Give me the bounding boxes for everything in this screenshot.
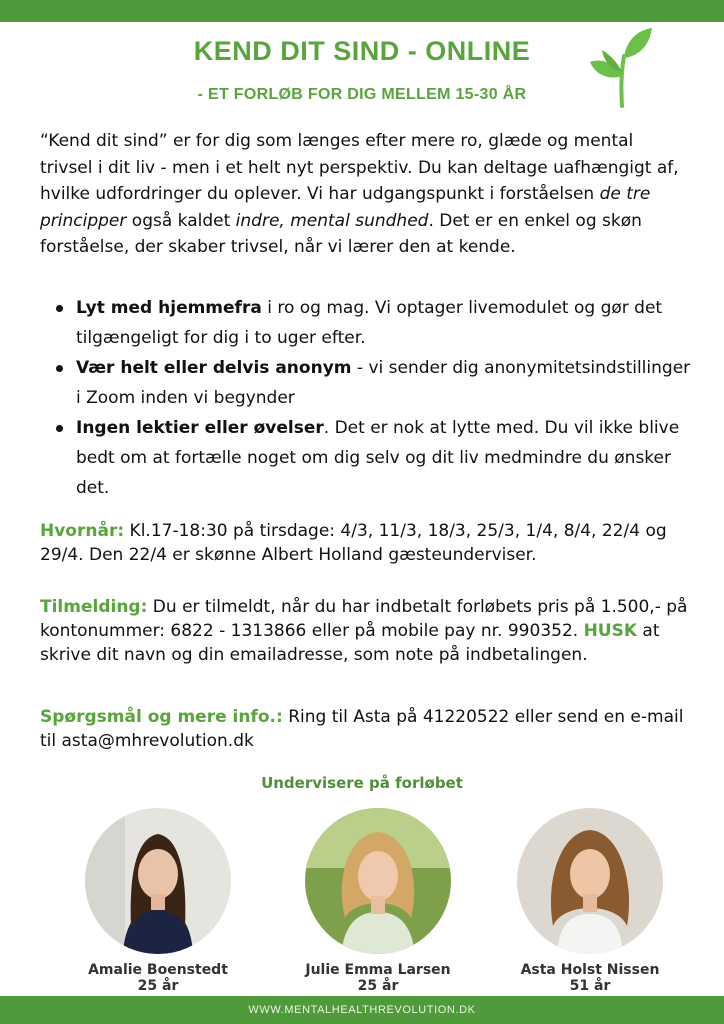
teacher-age: 51 år: [569, 978, 611, 994]
top-bar: [0, 0, 724, 22]
when-label: Hvornår:: [40, 521, 125, 541]
bullet-bold: Lyt med hjemmefra: [76, 298, 262, 318]
intro-text-1: “Kend dit sind” er for dig som længes efter mere ro, glæde og mental trivsel i dit liv - men i et helt nyt perspektiv. Du kan deltage uafhængigt af, hvilke udfordringer du oplever. Vi har udgangspunkt i forståelsen: [40, 131, 679, 204]
bullet-bold: Vær helt eller delvis anonym: [76, 358, 352, 378]
intro-text-3: . Det er en enkel og skøn forståelse, der skaber trivsel, når vi lærer den at kende.: [40, 210, 642, 257]
intro-italic-1: de tre principper: [40, 184, 651, 231]
signup-label: Tilmelding:: [40, 597, 148, 617]
page-subtitle: - ET FORLØB FOR DIG MELLEM 15-30 ÅR: [197, 86, 527, 103]
when-text: Kl.17-18:30 på tirsdage: 4/3, 11/3, 18/3, 25/3, 1/4, 8/4, 22/4 og 29/4. Den 22/4 er skønne Albert Holland gæsteunderviser.: [40, 521, 667, 565]
avatar: [517, 808, 663, 954]
teacher-age: 25 år: [137, 978, 179, 994]
questions-label: Spørgsmål og mere info.:: [40, 707, 283, 727]
when-section: [40, 519, 700, 567]
bullet-text: - vi sender dig anonymitetsindstillinger i Zoom inden vi begynder: [76, 358, 691, 408]
signup-text-1: Du er tilmeldt, når du har indbetalt forløbets pris på 1.500,- på kontonummer: 6822 - 1313866 eller på mobile pay nr. 990352.: [40, 597, 688, 641]
sprout-icon: [588, 26, 654, 108]
teacher-card: [480, 808, 700, 994]
benefits-list: [40, 293, 700, 503]
intro-italic-2: indre, mental sundhed: [235, 210, 429, 231]
teacher-card: [268, 808, 488, 994]
page-title: KEND DIT SIND - ONLINE: [193, 36, 531, 66]
bullet-bold: Ingen lektier eller øvelser: [76, 418, 324, 438]
teacher-age: 25 år: [357, 978, 399, 994]
teacher-name: Amalie Boenstedt: [88, 962, 228, 978]
questions-section: [40, 705, 700, 753]
footer-website-link[interactable]: WWW.MENTALHEALTHREVOLUTION.DK: [248, 1004, 476, 1016]
husk-emphasis: HUSK: [583, 621, 638, 641]
avatar: [85, 808, 231, 954]
teacher-name: Asta Holst Nissen: [520, 962, 660, 978]
list-item: [40, 413, 700, 503]
bullet-text: . Det er nok at lytte med. Du vil ikke blive bedt om at fortælle noget om dig selv og dit liv medmindre du ønsker det.: [76, 418, 680, 498]
signup-section: [40, 595, 700, 667]
footer-bar: [0, 996, 724, 1024]
teacher-card: [48, 808, 268, 994]
list-item: [40, 293, 700, 353]
bullet-text: i ro og mag. Vi optager livemodulet og gør det tilgængeligt for dig i to uger efter.: [76, 298, 663, 348]
teachers-heading: Undervisere på forløbet: [261, 774, 463, 792]
list-item: [40, 353, 700, 413]
intro-paragraph: [40, 128, 690, 261]
signup-text-2: at skrive dit navn og din emailadresse, som note på indbetalingen.: [40, 621, 660, 665]
questions-text: Ring til Asta på 41220522 eller send en e-mail til asta@mhrevolution.dk: [40, 707, 684, 751]
intro-text-2: også kaldet: [126, 210, 236, 231]
avatar: [305, 808, 451, 954]
teacher-name: Julie Emma Larsen: [305, 962, 451, 978]
